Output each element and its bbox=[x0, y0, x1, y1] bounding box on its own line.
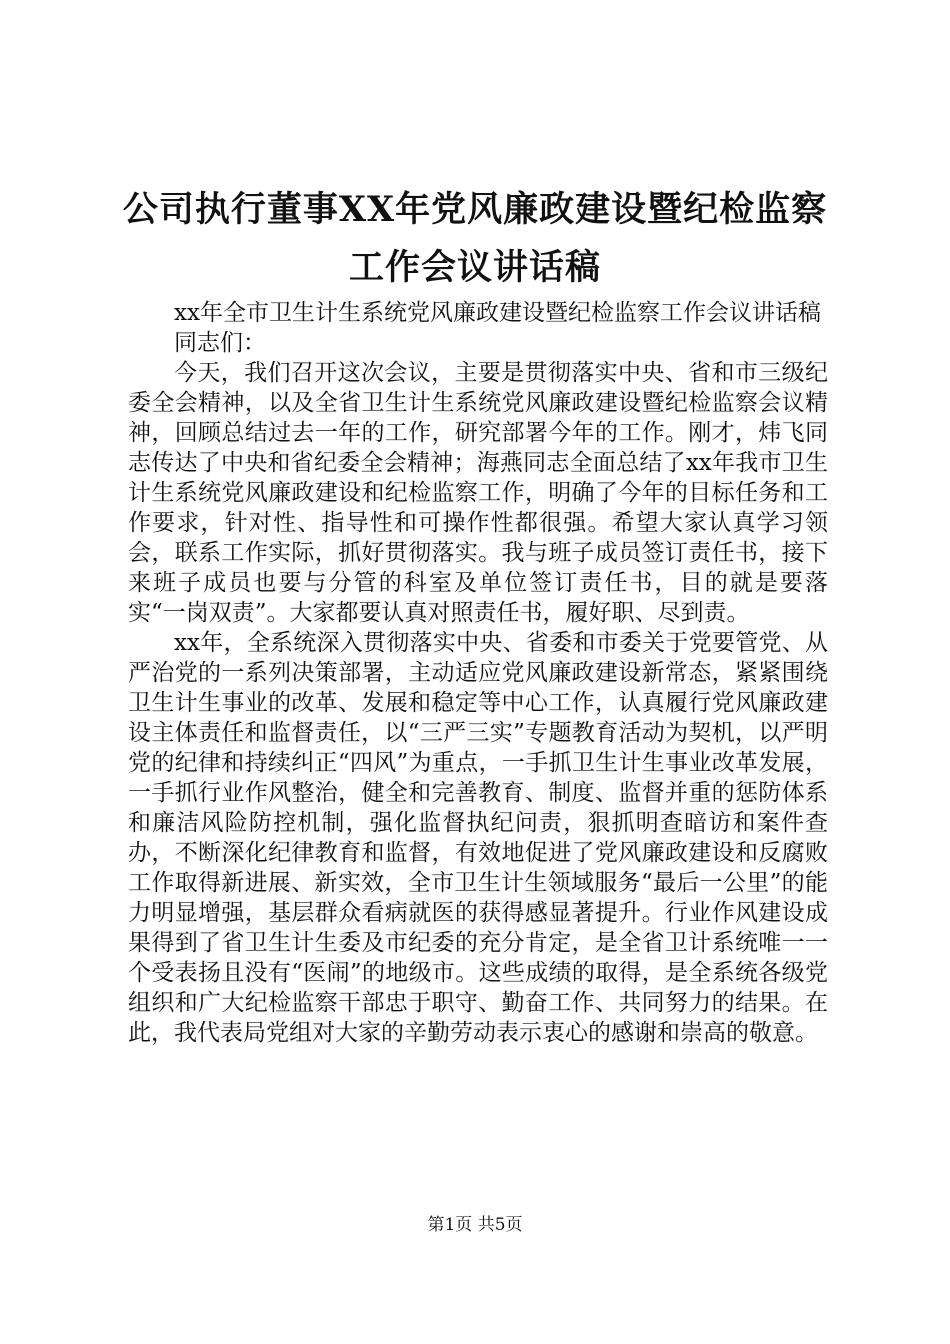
document-title-line-1: 公司执行董事XX年党风廉政建设暨纪检监察 bbox=[122, 189, 828, 230]
paragraph-salutation: 同志们： bbox=[174, 330, 266, 356]
page-number-footer: 第1页 共5页 bbox=[427, 1215, 523, 1235]
document-title-line-2: 工作会议讲话稿 bbox=[348, 247, 601, 288]
paragraph-opening: 今天，我们召开这次会议，主要是贯彻落实中央、省和市三级纪委全会精神，以及全省卫生计生系统党风廉政建设暨纪检监察会议精神，回顾总结过去一年的工作，研究部署今年的工作。刚才，炜飞同志传达了中央和省纪委全会精神；海燕同志全面总结了xx年我市卫生计生系统党风廉政建设和纪检监察工作，明确了今年的目标任务和工作要求，针对性、指导性和可操作性都很强。希望大家认真学习领会，联系工作实际，抓好贯彻落实。我与班子成员签订责任书，接下来班子成员也要与分管的科室及单位签订责任书，目的就是要落实“一岗双责”。大家都要认真对照责任书，履好职、尽到责。 bbox=[128, 360, 828, 626]
document-body bbox=[128, 298, 828, 1048]
paragraph-subtitle: xx年全市卫生计生系统党风廉政建设暨纪检监察工作会议讲话稿 bbox=[174, 300, 821, 326]
paragraph-review: xx年，全系统深入贯彻落实中央、省委和市委关于党要管党、从严治党的一系列决策部署，主动适应党风廉政建设新常态，紧紧围绕卫生计生事业的改革、发展和稳定等中心工作，认真履行党风廉政建设主体责任和监督责任，以“三严三实”专题教育活动为契机，以严明党的纪律和持续纠正“四风”为重点，一手抓卫生计生事业改革发展，一手抓行业作风整治，健全和完善教育、制度、监督并重的惩防体系和廉洁风险防控机制，强化监督执纪问责，狠抓明查暗访和案件查办，不断深化纪律教育和监督，有效地促进了党风廉政建设和反腐败工作取得新进展、新实效，全市卫生计生领域服务“最后一公里”的能力明显增强，基层群众看病就医的获得感显著提升。行业作风建设成果得到了省卫生计生委及市纪委的充分肯定，是全省卫计系统唯一一个受表扬且没有“医闹”的地级市。这些成绩的取得，是全系统各级党组织和广大纪检监察干部忠于职守、勤奋工作、共同努力的结果。在此，我代表局党组对大家的辛勤劳动表示衷心的感谢和崇高的敬意。 bbox=[128, 630, 828, 1046]
